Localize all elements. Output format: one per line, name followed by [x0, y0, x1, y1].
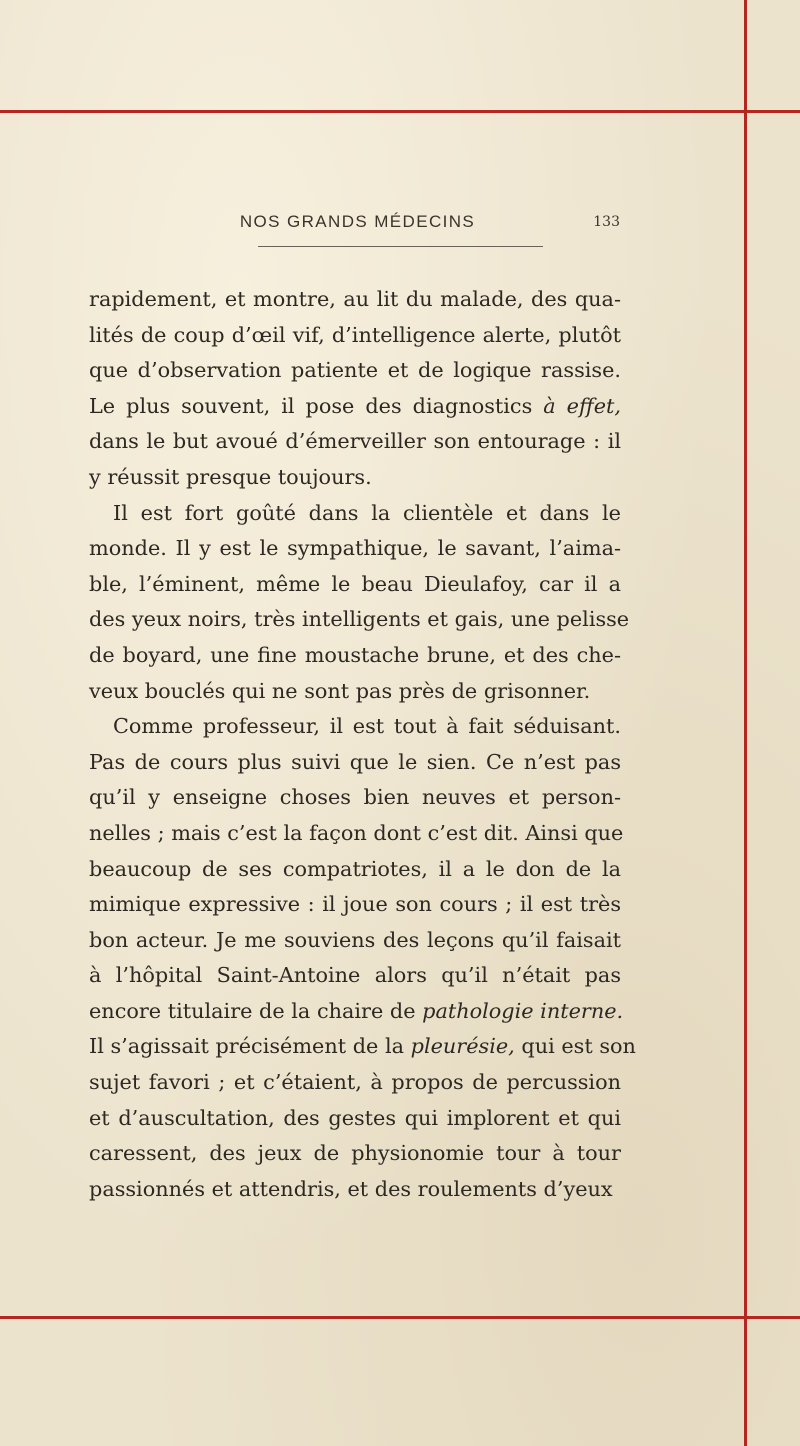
text-run: que d’observation patiente et de logique rassise. [89, 358, 621, 383]
paragraph [89, 282, 621, 496]
text-run: mimique expressive : il joue son cours ; il est très [89, 892, 621, 917]
text-line [89, 816, 624, 852]
text-run: y réussit presque toujours. [89, 464, 372, 489]
italic-text: pleurésie, [410, 1034, 515, 1059]
text-line [89, 709, 621, 745]
text-run: monde. Il y est le sympathique, le savant, l’aima- [89, 536, 621, 561]
text-line [89, 1172, 621, 1208]
header-rule [258, 246, 543, 247]
text-line [89, 1101, 621, 1137]
text-run: à l’hôpital Saint-Antoine alors qu’il n’était pas [89, 963, 621, 988]
text-line [89, 1065, 621, 1101]
text-run: caressent, des jeux de physionomie tour à tour [89, 1141, 621, 1166]
text-run: beaucoup de ses compatriotes, il a le don de la [89, 856, 621, 881]
paragraph [89, 709, 636, 1207]
text-line [89, 460, 621, 496]
bottom-red-rule [0, 1316, 800, 1319]
text-line [89, 923, 621, 959]
text-line [89, 282, 621, 318]
text-line [89, 318, 621, 354]
text-line [89, 780, 621, 816]
paragraph [89, 496, 630, 710]
page-number: 133 [593, 214, 620, 230]
text-run: des yeux noirs, très intelligents et gais, une pelisse [89, 607, 630, 632]
italic-text: pathologie interne. [422, 998, 624, 1023]
running-head [95, 212, 620, 240]
text-run: ble, l’éminent, même le beau Dieulafoy, car il a [89, 571, 621, 596]
text-run: qui est son [514, 1034, 636, 1059]
text-line [89, 531, 621, 567]
text-run: passionnés et attendris, et des roulements d’yeux [89, 1176, 613, 1201]
text-run: nelles ; mais c’est la façon dont c’est dit. Ainsi que [89, 820, 624, 845]
text-line [89, 353, 621, 389]
body-text [89, 282, 636, 1207]
text-run: Pas de cours plus suivi que le sien. Ce n’est pas [89, 749, 621, 774]
text-run: veux bouclés qui ne sont pas près de grisonner. [89, 678, 591, 703]
text-line [89, 638, 621, 674]
text-run: rapidement, et montre, au lit du malade, des qua- [89, 287, 621, 311]
text-run: bon acteur. Je me souviens des leçons qu’il faisait [89, 927, 621, 952]
text-run: encore titulaire de la chaire de [89, 998, 423, 1023]
text-run: sujet favori ; et c’étaient, à propos de percussion [89, 1070, 621, 1095]
text-line [89, 674, 621, 710]
text-line [89, 389, 621, 425]
text-run: Il est fort goûté dans la clientèle et dans le [113, 500, 621, 525]
text-run: Comme professeur, il est tout à fait séduisant. [113, 714, 621, 739]
text-line [89, 1029, 636, 1065]
text-line [89, 1136, 621, 1172]
running-head-title: NOS GRANDS MÉDECINS [239, 212, 476, 231]
text-line [89, 496, 621, 532]
text-run: Il s’agissait précisément de la [89, 1034, 411, 1059]
text-run: dans le but avoué d’émerveiller son entourage : il [89, 429, 621, 454]
text-line [89, 602, 630, 638]
text-run: Le plus souvent, il pose des diagnostics [89, 393, 544, 418]
text-line [89, 745, 621, 781]
italic-text: à effet, [543, 393, 621, 418]
text-line [89, 852, 621, 888]
top-red-rule [0, 110, 800, 113]
text-run: et d’auscultation, des gestes qui implorent et qui [89, 1105, 621, 1130]
text-line [89, 424, 621, 460]
text-line [89, 958, 621, 994]
right-red-rule [744, 0, 747, 1446]
text-run: de boyard, une fine moustache brune, et des che- [89, 642, 621, 667]
text-run: qu’il y enseigne choses bien neuves et person- [89, 785, 621, 810]
text-run: lités de coup d’œil vif, d’intelligence alerte, plutôt [89, 322, 621, 347]
text-line [89, 887, 621, 923]
text-line [89, 567, 621, 603]
text-line [89, 994, 624, 1030]
